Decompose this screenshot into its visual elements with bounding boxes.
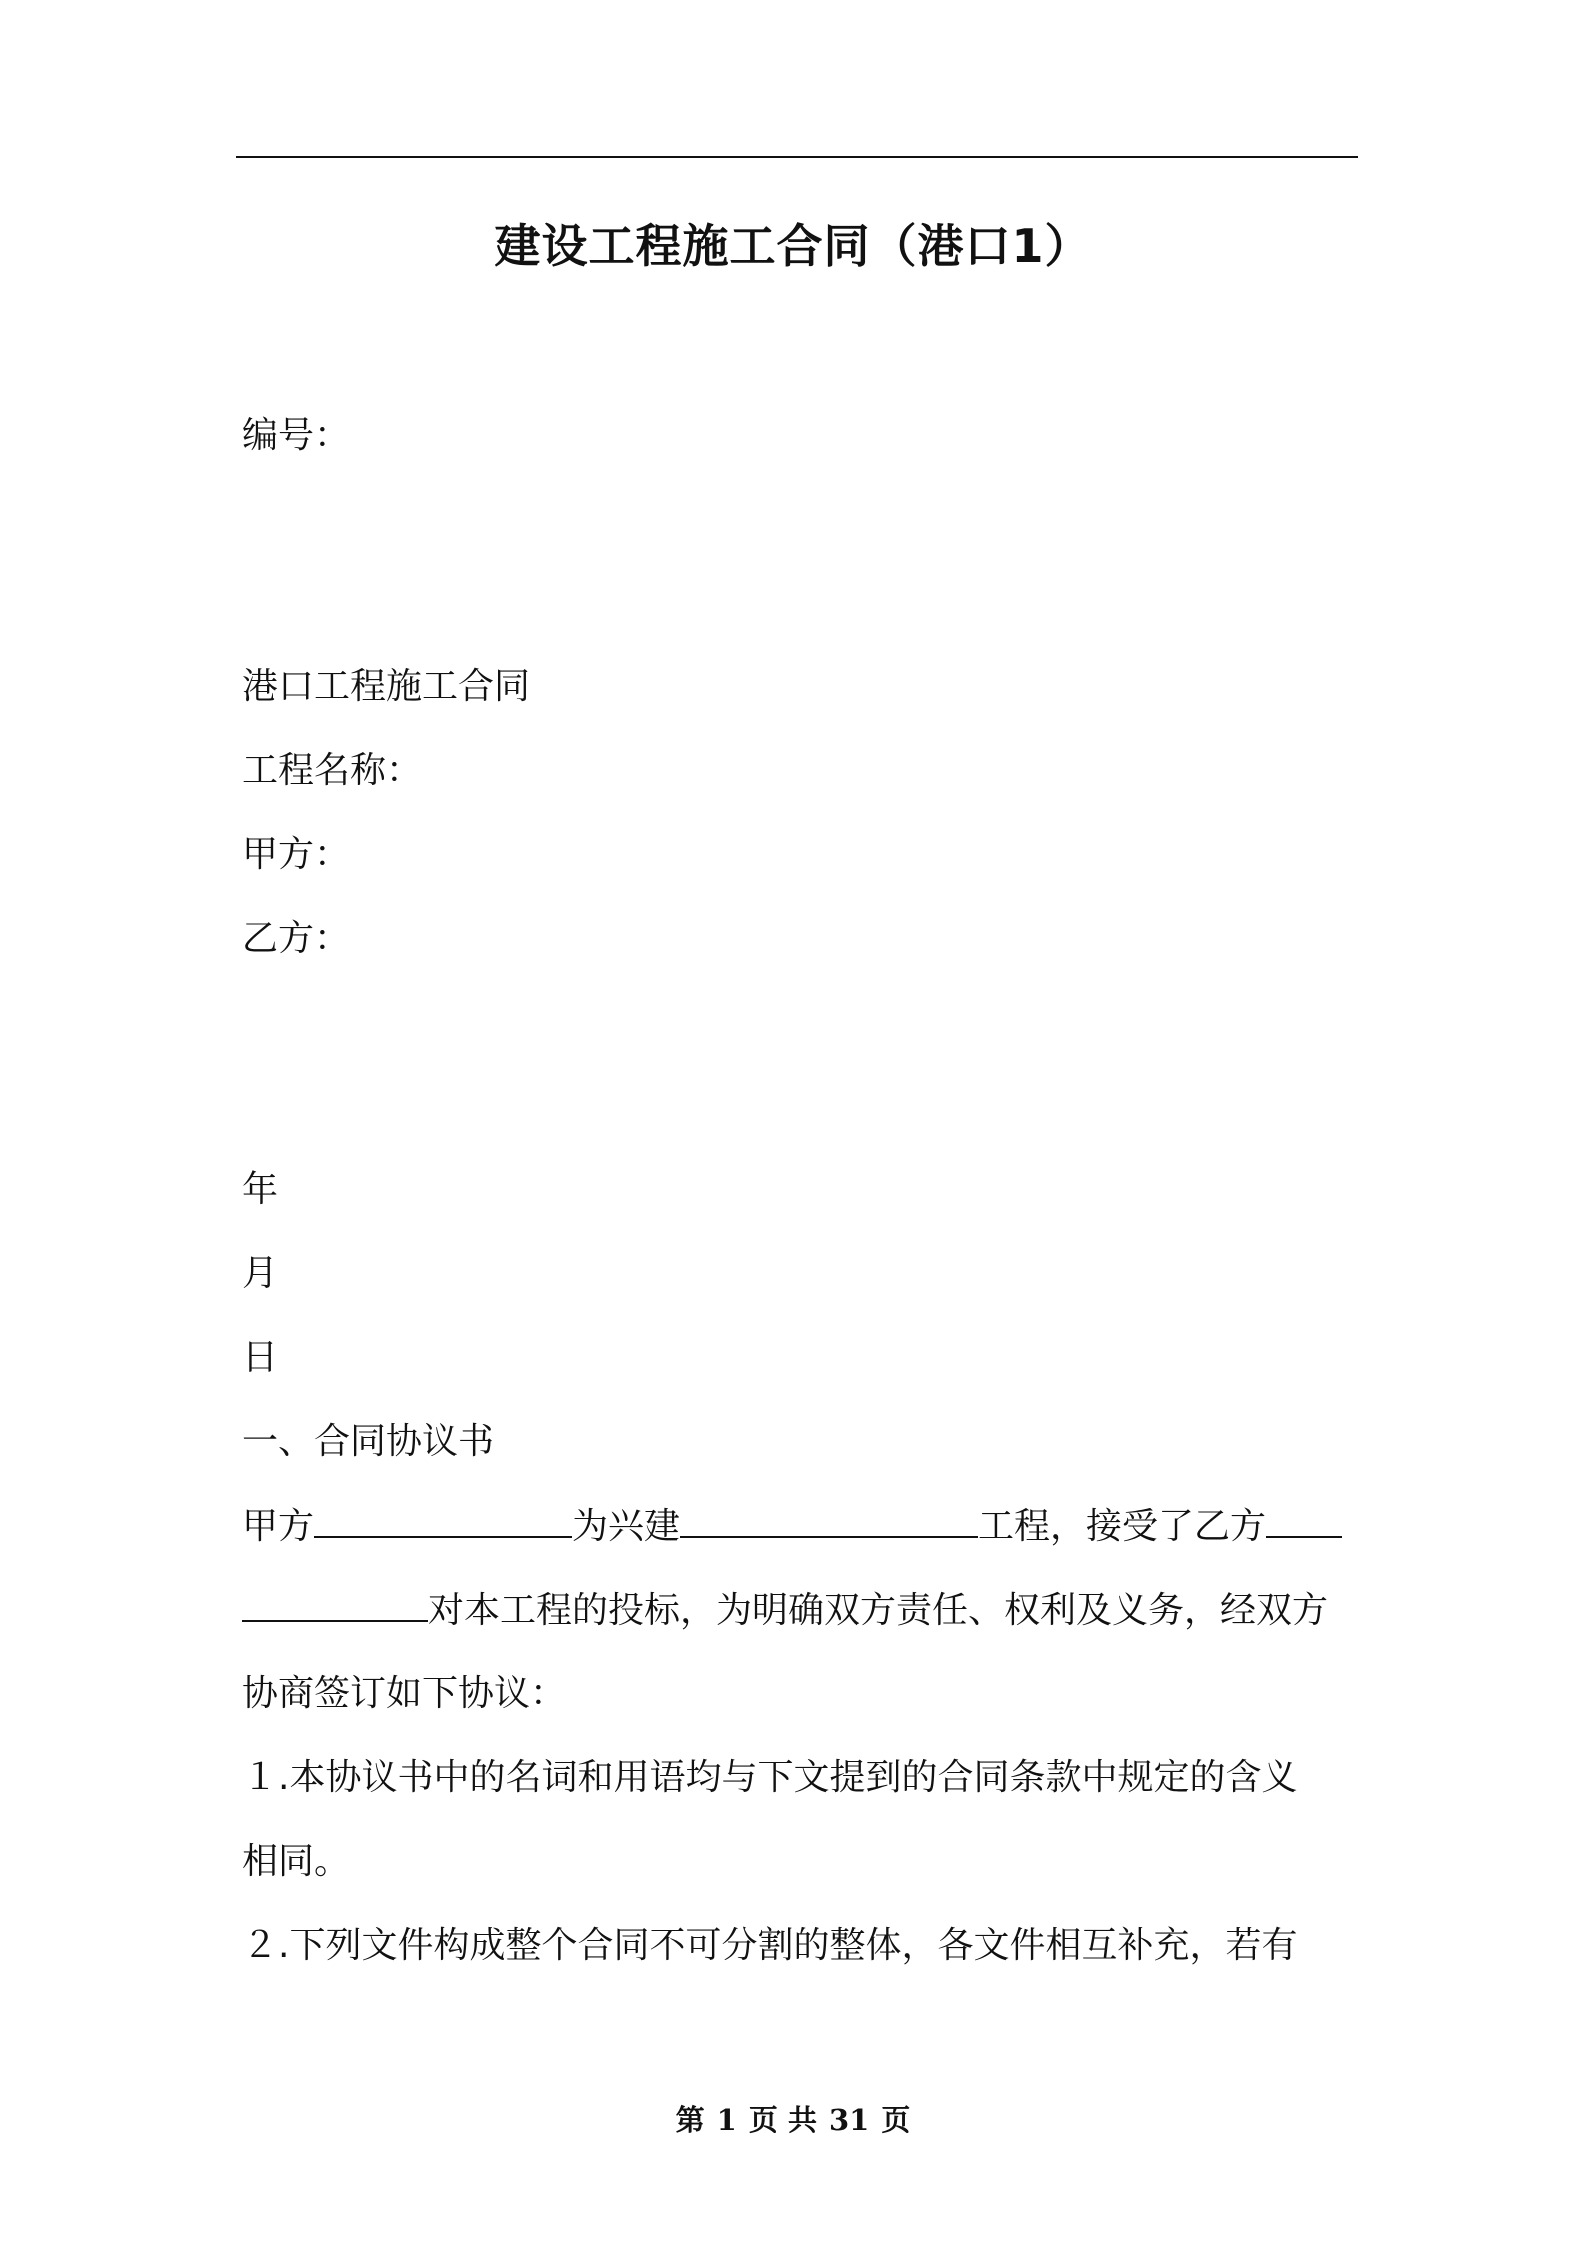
date-year: 年 [242, 1169, 279, 1210]
footer-mid: 页 共 [748, 2103, 817, 2137]
footer-prefix: 第 [675, 2103, 705, 2137]
footer-total-pages: 31 [828, 2103, 870, 2137]
item-1-line-1: １.本协议书中的名词和用语均与下文提到的合同条款中规定的含义 [242, 1757, 1298, 1798]
document-title: 建设工程施工合同（港口1） [494, 219, 1092, 273]
header-rule [236, 156, 1358, 158]
para1-text-d: 对本工程的投标，为明确双方责任、权利及义务，经双方 [428, 1590, 1329, 1631]
para1-text-a: 甲方 [242, 1506, 315, 1547]
item-1-line-2: 相同。 [242, 1841, 351, 1882]
para1-text-b: 为兴建 [572, 1506, 681, 1547]
item-2-line-1: ２.下列文件构成整个合同不可分割的整体，各文件相互补充，若有 [242, 1925, 1298, 1966]
cover-heading: 港口工程施工合同 [242, 666, 531, 707]
page-footer [0, 2098, 1586, 2139]
date-day: 日 [242, 1337, 279, 1378]
footer-suffix: 页 [881, 2103, 911, 2137]
paragraph-1-line-3: 协商签订如下协议： [242, 1673, 567, 1714]
paragraph-1-line-1 [242, 1502, 1342, 1551]
footer-current-page: 1 [716, 2103, 737, 2137]
party-a-label: 甲方： [242, 834, 351, 875]
date-month: 月 [242, 1253, 279, 1294]
paragraph-1-line-2 [242, 1586, 1328, 1635]
para1-text-c: 工程，接受了乙方 [978, 1506, 1267, 1547]
number-label: 编号： [242, 415, 351, 456]
project-blank [680, 1502, 978, 1538]
party-b-blank-end [242, 1586, 428, 1622]
party-b-label: 乙方： [242, 918, 351, 959]
project-name-label: 工程名称： [242, 750, 423, 791]
party-a-blank [314, 1502, 572, 1538]
party-b-blank-start [1266, 1502, 1342, 1538]
section-one-heading: 一、合同协议书 [242, 1421, 495, 1462]
